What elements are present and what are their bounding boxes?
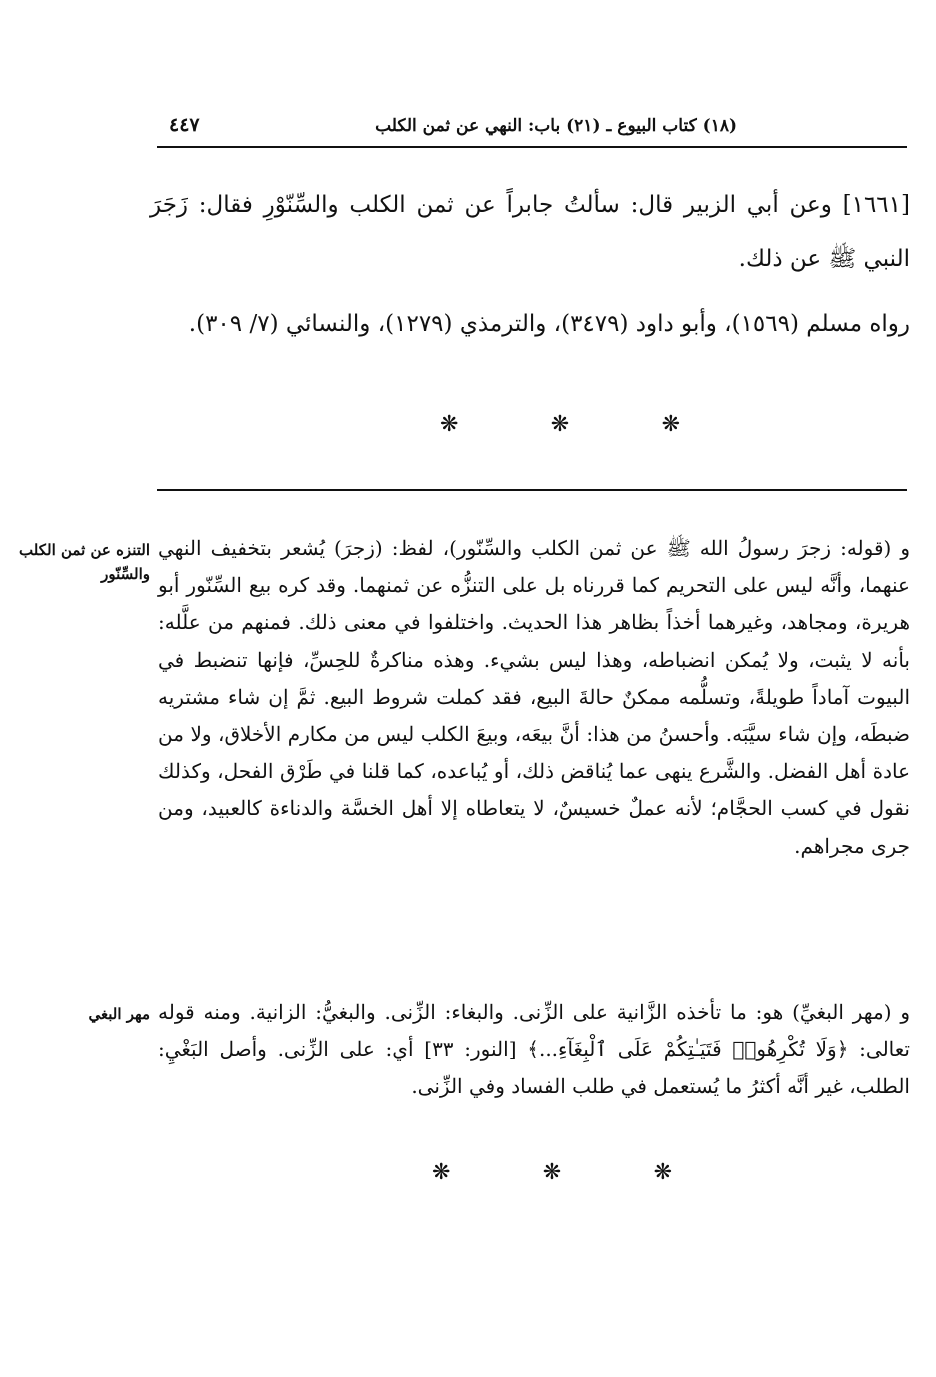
star-ornament: ❋ (440, 412, 459, 437)
commentary-text-after-ayah: [النور: ٣٣] أي: على الزِّنى. وأصل البَغْيِ: الطلب، غير أنَّه أكثرُ ما يُستعمل في طلب الفساد وفي الزِّنى. (158, 1037, 910, 1099)
star-separator-bottom (432, 1160, 672, 1190)
running-header-title: (١٨) كتاب البيوع ـ (٢١) باب: النهي عن ثمن الكلب (375, 116, 737, 136)
star-ornament: ❋ (542, 1160, 562, 1185)
star-ornament: ❋ (432, 1160, 451, 1185)
margin-note-mahr-al-baghi: مهر البغي (88, 1005, 150, 1023)
section-divider (157, 489, 907, 491)
running-header (157, 112, 907, 148)
hadith-source: رواه مسلم (١٥٦٩)، وأبو داود (٣٤٧٩)، والترمذي (١٢٧٩)، والنسائي (٧/ ٣٠٩). (188, 311, 910, 337)
star-ornament: ❋ (661, 412, 680, 437)
commentary-paragraph-1: و (قوله: زجرَ رسولُ الله ﷺ عن ثمن الكلب والسِّنّور)، لفظ: (زجرَ) يُشعر بتخفيف النهي عنهما، وأنَّه ليس على التحريم كما قررناه بل على التنزُّه عن ثمنهما. وقد كره بيع السِّنّور أبو هريرة، ومجاهد، وغيرهما أخذاً بظاهر هذا الحديث. واختلفوا في معنى ذلك. فمنهم من علَّله: بأنه لا يثبت، ولا يُمكن انضباطه، وهذا ليس بشيء. وهذه مناكرةٌ للحِسِّ، فإنها تنضبط في البيوت آماداً طويلةً، وتسلُّمه ممكنٌ حالةَ البيع، فقد كملت شروط البيع. ثمَّ إن شاء مشتريه ضبطَه، وإن شاء سيَّبَه. وأحسنُ من هذا: أنَّ بيعَه، وبيعَ الكلب ليس من مكارم الأخلاق، ولا من عادة أهل الفضل. والشَّرع ينهى عما يُناقض ذلك، أو يُباعده، كما قلنا في طَرْق الفحل، وكذلك نقول في كسب الحجَّام؛ لأنه عملٌ خسيسٌ، لا يتعاطاه إلا أهل الخسَّة والدناءة كالعبيد، ومن جرى مجراهم. (158, 536, 910, 858)
commentary-paragraph-2 (158, 994, 910, 1106)
hadith-text: [١٦٦١] وعن أبي الزبير قال: سألتُ جابراً عن ثمن الكلب والسِّنّوْرِ فقال: زَجَرَ النبي ﷺ عن ذلك. (150, 192, 910, 272)
star-ornament: ❋ (550, 412, 570, 437)
page-number: ٤٤٧ (169, 114, 200, 136)
margin-note-tanazzuh: التنزه عن ثمن الكلب والسِّنّور (19, 541, 150, 583)
quran-ayah: ﴿وَلَا تُكْرِهُوا۟ فَتَيَـٰتِكُمْ عَلَى ٱلْبِغَآءِ...﴾ (527, 1037, 849, 1062)
star-ornament: ❋ (653, 1160, 672, 1185)
star-separator-top (440, 412, 680, 442)
commentary-text-before-ayah: و (مهر البغيِّ) هو: ما تأخذه الزَّانية على الزِّنى. والبغاء: الزِّنى. والبغيُّ: الزانية. ومنه قوله تعالى: (158, 1000, 910, 1062)
